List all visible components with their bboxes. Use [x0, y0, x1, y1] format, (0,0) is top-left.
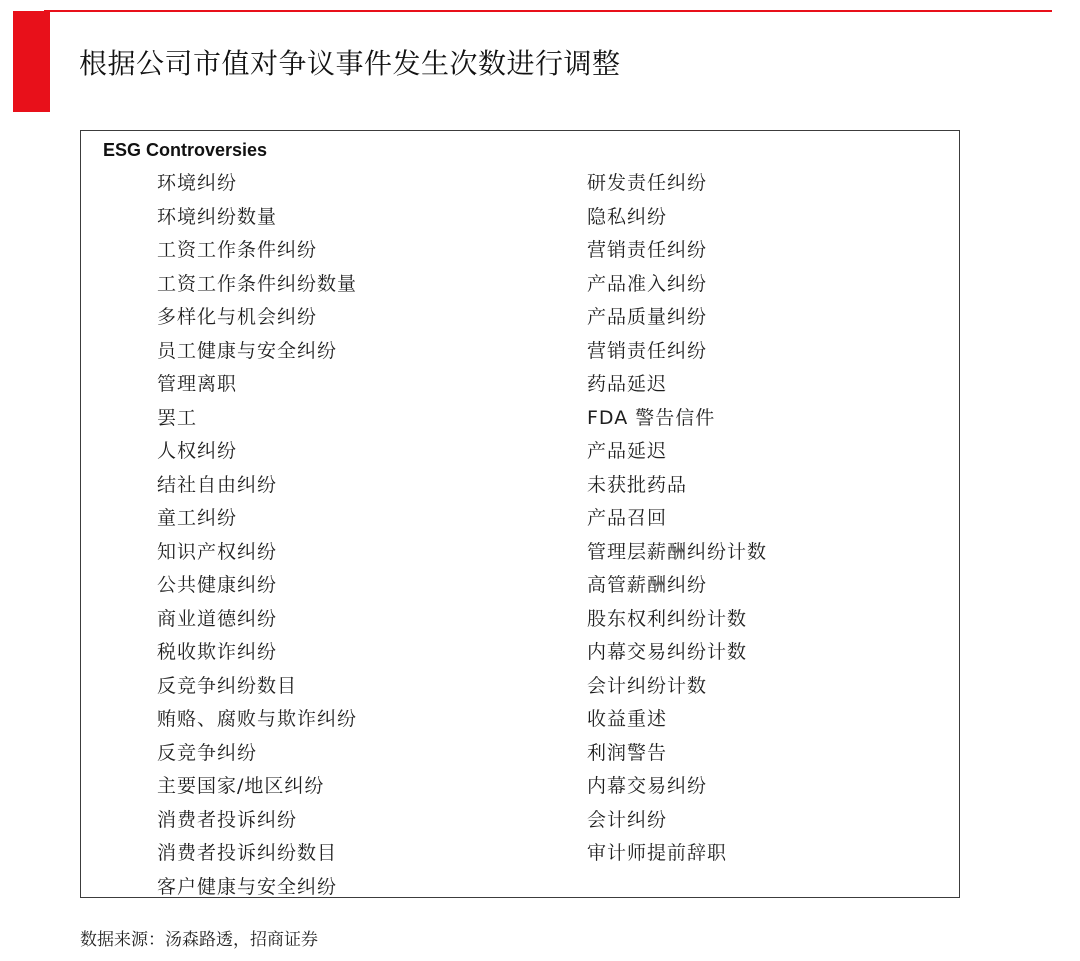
page-title: 根据公司市值对争议事件发生次数进行调整 [79, 47, 621, 80]
list-item: 内幕交易纠纷 [587, 775, 708, 797]
list-item: 客户健康与安全纠纷 [157, 875, 338, 898]
left-column-list [157, 167, 357, 904]
controversies-panel [80, 130, 960, 898]
list-item: 高管薪酬纠纷 [587, 574, 708, 596]
list-item: 税收欺诈纠纷 [157, 641, 278, 663]
list-item: 消费者投诉纠纷 [157, 808, 298, 831]
list-item: 消费者投诉纠纷数目 [157, 842, 338, 864]
list-item: 管理离职 [157, 373, 238, 395]
list-item: 管理层薪酬纠纷计数 [587, 540, 768, 563]
list-item: 隐私纠纷 [587, 205, 668, 228]
list-item: 产品召回 [587, 507, 668, 529]
list-item: 产品准入纠纷 [587, 272, 708, 295]
list-item: 结社自由纠纷 [157, 473, 278, 496]
right-column-list [587, 167, 767, 871]
list-item: 贿赂、腐败与欺诈纠纷 [157, 708, 358, 730]
list-item: 营销责任纠纷 [587, 339, 708, 362]
list-item: 药品延迟 [587, 373, 668, 395]
list-item: 股东权利纠纷计数 [587, 607, 748, 630]
list-item: 利润警告 [587, 741, 668, 764]
list-item: 会计纠纷计数 [587, 674, 708, 697]
list-item: 人权纠纷 [157, 440, 238, 462]
list-item: 罢工 [157, 406, 198, 429]
list-item: 工资工作条件纠纷 [157, 239, 318, 261]
list-item: 反竞争纠纷数目 [157, 674, 298, 697]
list-item: 知识产权纠纷 [157, 540, 278, 563]
list-item: 员工健康与安全纠纷 [157, 339, 338, 362]
top-divider-line [44, 10, 1052, 12]
list-item: 未获批药品 [587, 473, 688, 496]
list-item: 多样化与机会纠纷 [157, 306, 318, 328]
list-item: 产品延迟 [587, 440, 668, 462]
source-note: 数据来源：汤森路透，招商证券 [80, 930, 318, 950]
list-item: 研发责任纠纷 [587, 172, 708, 194]
list-item: 公共健康纠纷 [157, 574, 278, 596]
list-item: 环境纠纷 [157, 172, 238, 194]
list-item: 产品质量纠纷 [587, 306, 708, 328]
list-item: 会计纠纷 [587, 808, 668, 831]
list-item: 工资工作条件纠纷数量 [157, 272, 358, 295]
list-item: 童工纠纷 [157, 507, 238, 529]
list-item: 营销责任纠纷 [587, 239, 708, 261]
list-item: 收益重述 [587, 708, 668, 730]
list-item: 主要国家/地区纠纷 [157, 775, 325, 797]
list-item: 环境纠纷数量 [157, 205, 278, 228]
accent-bar [13, 11, 50, 112]
list-item: 内幕交易纠纷计数 [587, 641, 748, 663]
panel-heading: ESG Controversies [103, 140, 268, 160]
list-item: 商业道德纠纷 [157, 607, 278, 630]
list-item: 反竞争纠纷 [157, 741, 258, 764]
list-item: 审计师提前辞职 [587, 842, 728, 864]
list-item: FDA 警告信件 [587, 406, 716, 429]
